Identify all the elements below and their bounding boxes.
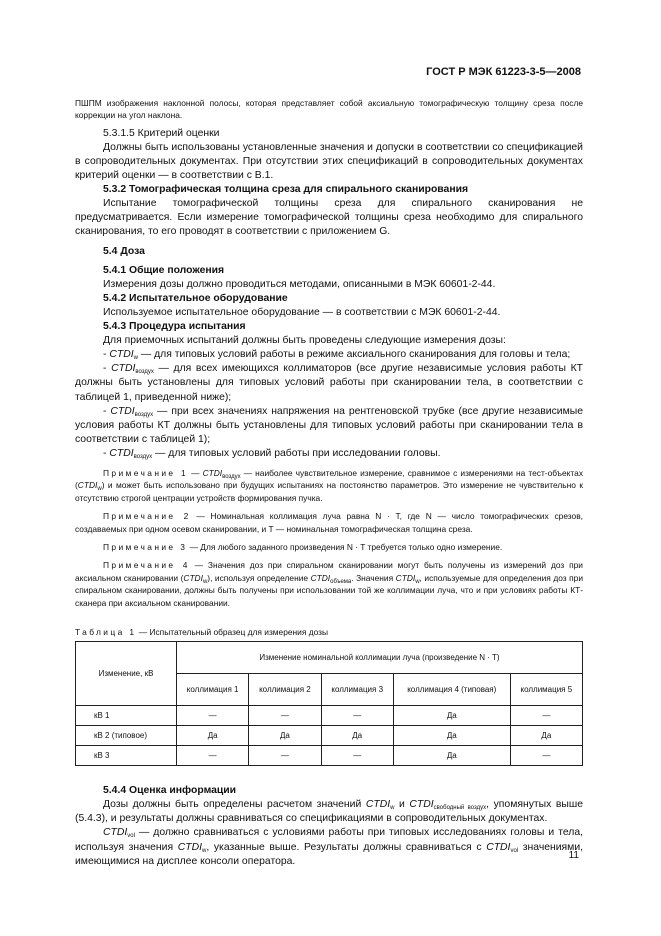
table-cell: — bbox=[510, 706, 582, 726]
dose-list-item-2: - $CTDI_{воздух}$ — для всех имеющихся коллиматоров (все другие независимые условия работы КТ должны быть установлены для типовых условий работы при сканировании тела, в соответствии с таблицей 1, приведенной ниже); bbox=[75, 363, 583, 403]
table-cell: Да bbox=[249, 726, 321, 746]
table-row-header: Изменение, кВ bbox=[76, 642, 177, 706]
section-5-4-4-paragraph-2: $CTDI_{vol}$ — должно сравниваться с условиями работы при типовых исследованиях головы и тела, используя значения $CTDI_w$, указанные выше. Результаты должны сравниваться с $CTDI_{vol}$ значениями, имеющимися на дисплее консоли оператора. bbox=[75, 827, 584, 867]
intro-paragraph: ПШПМ изображения наклонной полосы, которая представляет собой аксиальную томографическую толщину среза после коррекции на угол наклона. bbox=[75, 98, 583, 121]
table-cell: Да bbox=[393, 746, 510, 766]
col-collimation-5: коллимация 5 bbox=[510, 674, 582, 706]
row-label: кВ 2 (типовое) bbox=[76, 726, 177, 746]
section-5-3-2-title: 5.3.2 Томографическая толщина среза для спирального сканирования bbox=[103, 184, 469, 196]
col-collimation-1: коллимация 1 bbox=[177, 674, 249, 706]
table-cell: Да bbox=[321, 726, 393, 746]
table-row bbox=[76, 746, 583, 766]
table-row bbox=[76, 726, 583, 746]
note-2: Примечание 2 — Номинальная коллимация луча равна N · T, где N — число томографических срезов, создаваемых при одном осевом сканировании, и T — номинальная томографическая толщина среза. bbox=[75, 511, 583, 534]
section-5-3-2-text: Испытание томографической толщины среза для спирального сканирования не предусматривается. Если измерение томографической толщины среза необходимо для спирального сканирования, то его проводят в соответствии с приложением G. bbox=[75, 198, 583, 238]
col-collimation-2: коллимация 2 bbox=[249, 674, 321, 706]
section-5-4-3-title: 5.4.3 Процедура испытания bbox=[103, 321, 246, 333]
table-cell: — bbox=[249, 706, 321, 726]
table-cell: — bbox=[249, 746, 321, 766]
page-content bbox=[75, 97, 583, 869]
table-cell: — bbox=[321, 746, 393, 766]
section-5-4-4-title: 5.4.4 Оценка информации bbox=[103, 785, 237, 797]
section-5-4-title: 5.4 Доза bbox=[103, 245, 145, 257]
document-code: ГОСТ Р МЭК 61223-3-5—2008 bbox=[426, 66, 581, 78]
table-caption: Таблица 1 — Испытательный образец для измерения дозы bbox=[75, 627, 329, 638]
note-1: Примечание 1 — $CTDI_{воздух}$ — наиболее чувствительное измерение, сравнимое с измерениями на тест-объектах $(CTDI_w)$ и может быть использовано при будущих испытаниях на постоянство параметров. Это измерение не чувствительно к отсутствию строгой центрации устройств формирования пучка. bbox=[75, 467, 584, 503]
table-cell: — bbox=[177, 706, 249, 726]
dose-list-item-3: - $CTDI_{воздух}$ — при всех значениях напряжения на рентгеновской трубке (все другие независимые условия работы КТ должны быть установлены для типовых условий работы при сканировании тела в соответствии с таблицей 1); bbox=[75, 405, 583, 445]
note-4: Примечание 4 — Значения доз при спиральном сканировании могут быть получены из измерений доз при аксиальном сканировании $(CTDI_w)$, используя определение $CTDI_{объема}$. Значения $CTDI_w$, используемые для определения доз при спиральном сканировании, должны быть получены при использовании той же коллимации луча, что и при условиях работы КТ-сканера при аксиальном сканировании. bbox=[75, 560, 584, 608]
table-cell: — bbox=[510, 746, 582, 766]
dose-test-table bbox=[75, 641, 583, 766]
section-5-4-2-title: 5.4.2 Испытательное оборудование bbox=[103, 292, 288, 304]
col-collimation-4: коллимация 4 (типовая) bbox=[393, 674, 510, 706]
table-cell: — bbox=[177, 746, 249, 766]
row-label: кВ 3 bbox=[76, 746, 177, 766]
table-column-header: Изменение номинальной коллимации луча (произведение N · T) bbox=[177, 642, 583, 674]
table-cell: Да bbox=[177, 726, 249, 746]
table-cell: Да bbox=[510, 726, 582, 746]
note-3: Примечание 3 — Для любого заданного произведения N · T требуется только одно измерение. bbox=[103, 542, 503, 552]
section-5-4-4-paragraph-1: Дозы должны быть определены расчетом значений $CTDI_w$ и $CTDI_{свободный воздух}$, упомянутых выше (5.4.3), и результаты должны сравниваться со спецификациями в сопроводительных документах. bbox=[75, 799, 583, 825]
table-cell: Да bbox=[393, 726, 510, 746]
section-5-3-1-5-text: Должны быть использованы установленные значения и допуски в соответствии со спецификацией в сопроводительных документах. При отсутствии этих спецификаций в сопроводительных документах критерий оценки — в соответствии с В.1. bbox=[75, 141, 583, 182]
section-5-4-3-intro: Для приемочных испытаний должны быть проведены следующие измерения дозы: bbox=[103, 335, 506, 347]
row-label: кВ 1 bbox=[76, 706, 177, 726]
section-5-3-1-5-title: 5.3.1.5 Критерий оценки bbox=[103, 127, 220, 139]
table-cell: Да bbox=[393, 706, 510, 726]
table-cell: — bbox=[321, 706, 393, 726]
section-5-4-1-title: 5.4.1 Общие положения bbox=[103, 264, 225, 276]
page-number: 11 bbox=[568, 850, 579, 861]
table-row bbox=[76, 706, 583, 726]
section-5-4-2-text: Используемое испытательное оборудование — в соответствии с МЭК 60601-2-44. bbox=[103, 306, 501, 318]
dose-list-item-1: - $CTDI_w$ — для типовых условий работы в режиме аксиального сканирования для головы и тела; bbox=[103, 349, 571, 362]
section-5-4-1-text: Измерения дозы должно проводиться методами, описанными в МЭК 60601-2-44. bbox=[103, 278, 496, 290]
dose-list-item-4: - $CTDI_{воздух}$ — для типовых условий работы при исследовании головы. bbox=[103, 447, 441, 460]
col-collimation-3: коллимация 3 bbox=[321, 674, 393, 706]
